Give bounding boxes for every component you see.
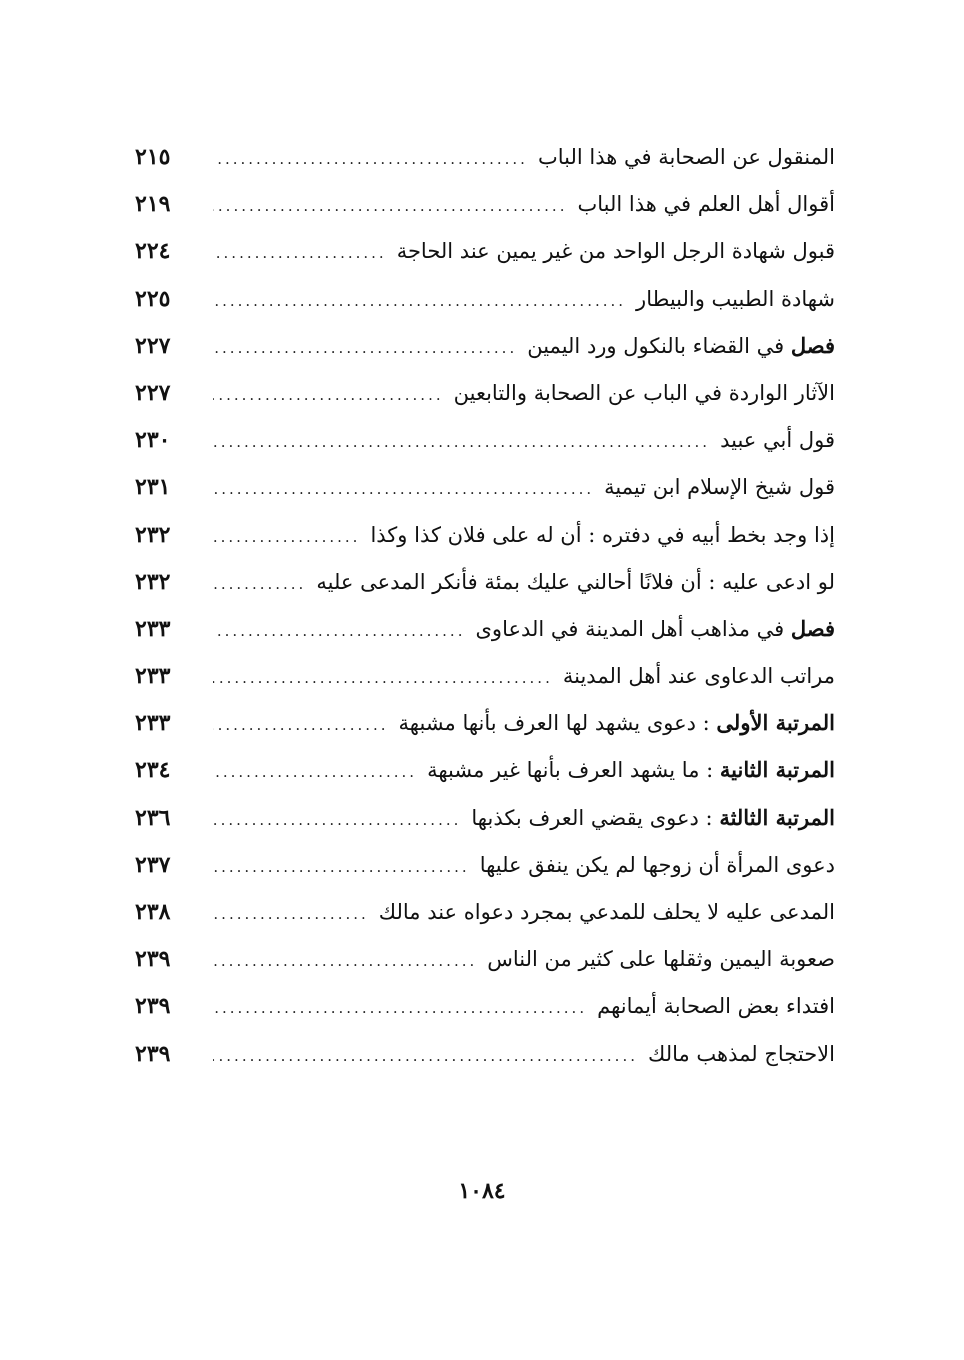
toc-entry-page: ٢٣١ [135, 474, 171, 501]
toc-entry-text: افتداء بعض الصحابة أيمانهم [597, 994, 835, 1019]
toc-entry-title [379, 888, 835, 936]
toc-entry-title [475, 605, 835, 653]
dot-leader [213, 608, 465, 655]
dot-leader [213, 183, 567, 230]
table-of-contents [135, 133, 835, 1077]
toc-entry [135, 369, 835, 416]
toc-entry [135, 982, 835, 1029]
toc-entry-page: ٢٣٣ [135, 663, 171, 690]
toc-entry-title [563, 652, 835, 700]
toc-entry-title [480, 841, 835, 889]
toc-entry [135, 558, 835, 605]
toc-entry [135, 463, 835, 510]
dot-leader [213, 844, 470, 891]
toc-entry [135, 652, 835, 699]
toc-entry-title [648, 1030, 835, 1078]
toc-entry-text: الاحتجاج لمذهب مالك [648, 1041, 835, 1066]
dot-leader [213, 891, 369, 938]
toc-entry-title [604, 463, 835, 511]
dot-leader [213, 466, 594, 513]
toc-entry-page: ٢٢٧ [135, 332, 171, 359]
dot-leader [213, 938, 477, 985]
toc-entry-text: قول أبي عبيد [720, 428, 835, 453]
toc-entry-page: ٢٢٤ [135, 238, 171, 265]
toc-entry-text: في القضاء بالنكول ورد اليمين [527, 333, 791, 358]
toc-entry [135, 699, 835, 746]
dot-leader [213, 419, 710, 466]
toc-entry-page: ٢١٩ [135, 191, 171, 218]
toc-entry-page: ٢٣٩ [135, 1040, 171, 1067]
toc-entry-text: المنقول عن الصحابة في هذا الباب [537, 145, 835, 169]
toc-entry-title [454, 369, 835, 417]
dot-leader [213, 514, 360, 561]
toc-entry-bold-prefix: المرتبة الأولى [716, 710, 835, 736]
dot-leader [213, 561, 306, 608]
toc-entry-title [316, 558, 835, 606]
toc-entry-page: ٢٣٨ [135, 899, 171, 925]
toc-entry [135, 275, 835, 322]
toc-entry [135, 227, 835, 274]
toc-entry-page: ٢٣٤ [135, 757, 171, 784]
toc-entry-page: ٢٣٣ [135, 710, 171, 737]
toc-entry-title [397, 227, 835, 275]
page-number: ١٠٨٤ [458, 1178, 506, 1204]
toc-entry-text: مراتب الدعاوى عند أهل المدينة [562, 664, 835, 689]
toc-entry-page: ٢٣٧ [135, 851, 171, 878]
toc-entry [135, 841, 835, 888]
toc-entry [135, 416, 835, 463]
dot-leader [213, 655, 553, 702]
toc-entry-title [636, 275, 835, 323]
toc-entry-title [527, 322, 835, 370]
dot-leader [213, 325, 517, 372]
toc-entry-title [538, 133, 835, 181]
toc-entry-text: المدعى عليه لا يحلف للمدعي بمجرد دعواه عند مالك [378, 900, 835, 924]
toc-entry-page: ٢١٥ [135, 144, 171, 170]
toc-entry-page: ٢٣٩ [135, 993, 171, 1020]
dot-leader [213, 136, 528, 183]
toc-entry-text: صعوبة اليمين وثقلها على كثير من الناس [487, 947, 835, 972]
toc-entry-title [487, 935, 835, 983]
toc-entry-title [720, 416, 835, 464]
toc-entry-text: : دعوى يقضي العرف بكذبها [471, 805, 720, 830]
toc-entry [135, 1030, 835, 1077]
dot-leader [213, 985, 587, 1032]
dot-leader [213, 278, 626, 325]
toc-entry [135, 605, 835, 652]
toc-entry [135, 794, 835, 841]
toc-entry-text: قبول شهادة الرجل الواحد من غير يمين عند الحاجة [396, 239, 835, 264]
dot-leader [213, 230, 387, 277]
toc-entry-bold-prefix: المرتبة الثالثة [719, 804, 835, 830]
toc-entry-page: ٢٢٥ [135, 285, 171, 312]
toc-entry-text: : ما يشهد العرف بأنها غير مشبهة [427, 758, 720, 783]
toc-entry [135, 511, 835, 558]
toc-entry [135, 746, 835, 793]
toc-entry-text: قول شيخ الإسلام ابن تيمية [604, 475, 835, 500]
toc-entry [135, 935, 835, 982]
toc-entry [135, 133, 835, 180]
toc-entry-text: إذا وجد بخط أبيه في دفتره : أن له على فلان كذا وكذا [370, 522, 835, 547]
toc-entry-page: ٢٣٩ [135, 946, 171, 973]
toc-entry-title [471, 794, 835, 842]
toc-entry-title [597, 982, 835, 1030]
toc-entry-bold-prefix: فصل [790, 615, 835, 641]
toc-entry-page: ٢٣٦ [135, 804, 171, 831]
toc-entry-text: شهادة الطبيب والبيطار [636, 286, 835, 311]
toc-entry-page: ٢٣٣ [135, 615, 171, 642]
toc-entry-page: ٢٣٢ [135, 568, 171, 595]
toc-entry-text: أقوال أهل العلم في هذا الباب [577, 192, 835, 217]
toc-entry-page: ٢٢٧ [135, 379, 171, 406]
toc-entry-bold-prefix: المرتبة الثانية [719, 757, 835, 783]
toc-entry-page: ٢٣٢ [135, 521, 171, 548]
toc-entry [135, 888, 835, 935]
toc-entry-bold-prefix: فصل [790, 332, 835, 358]
toc-entry-title [399, 699, 835, 747]
dot-leader [213, 372, 444, 419]
toc-entry-text: لو ادعى عليه : أن فلانًا أحالني عليك بمئة فأنكر المدعى عليه [316, 569, 835, 594]
toc-entry-title [577, 180, 835, 228]
dot-leader [213, 1033, 638, 1080]
dot-leader [213, 702, 389, 749]
toc-entry-text: الآثار الواردة في الباب عن الصحابة والتابعين [453, 380, 835, 405]
toc-entry-title [370, 511, 835, 559]
toc-entry [135, 322, 835, 369]
toc-entry-page: ٢٣٠ [135, 427, 171, 454]
toc-entry-text: : دعوى يشهد لها العرف بأنها مشبهة [398, 711, 717, 736]
dot-leader [213, 797, 461, 844]
dot-leader [213, 749, 417, 796]
toc-entry-text: في مذاهب أهل المدينة في الدعاوى [475, 616, 791, 641]
toc-entry [135, 180, 835, 227]
toc-entry-title [427, 746, 835, 794]
toc-entry-text: دعوى المرأة أن زوجها لم يكن ينفق عليها [479, 852, 835, 877]
